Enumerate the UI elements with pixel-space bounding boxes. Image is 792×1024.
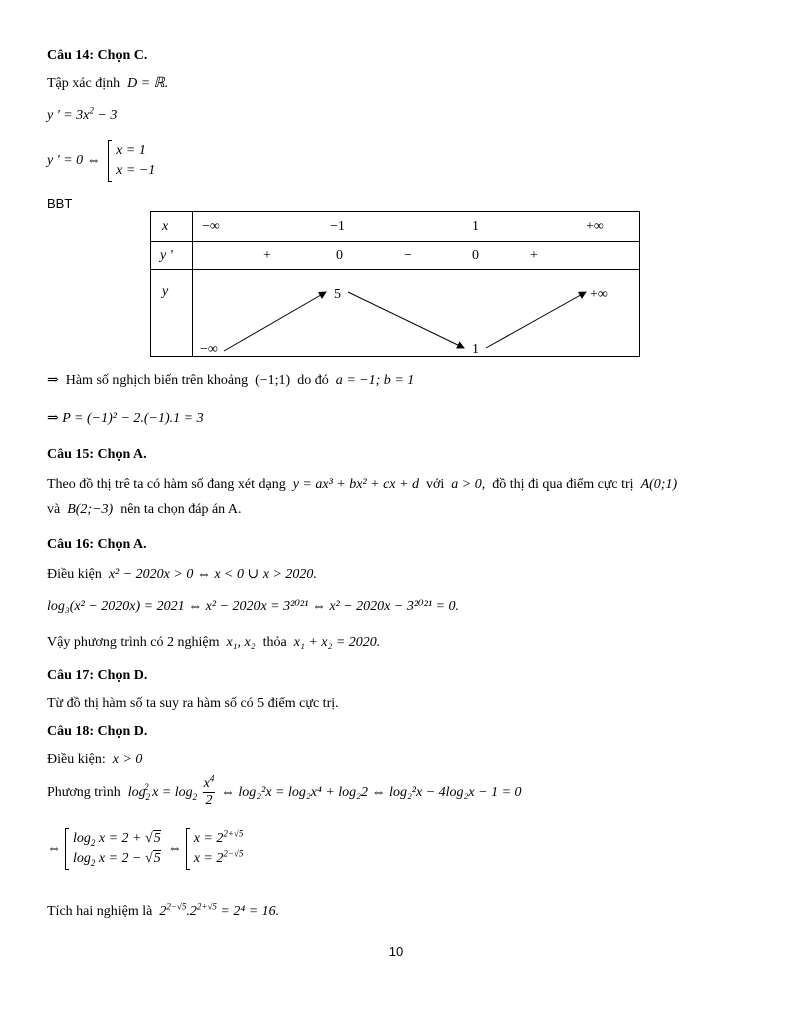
q14-domain: Tập xác định D = ℝ. [47, 76, 169, 91]
page-number: 10 [388, 944, 404, 959]
q18-log-bracket [65, 828, 161, 870]
q15-heading: Câu 15: Chọn A. [47, 447, 147, 462]
q18-equation: Phương trình $\log_2^2 x = \log_2$ $\frac{x^4}{2}$ ⇔ log₂²x = log₂x⁴ + log₂2 ⇔ log₂²x − 4log₂x − 1 = 0 [47, 773, 522, 809]
q15-line2: và B(2;−3) nên ta chọn đáp án A. [47, 502, 242, 517]
x-val: 1 [472, 219, 479, 234]
variation-arrows [150, 211, 640, 357]
q14-roots: y ' = 0 ⇔ x = 1 x = −1 [47, 140, 155, 182]
x-val: −∞ [202, 219, 220, 234]
q18-x-bracket [186, 828, 244, 870]
increase-arrow [224, 292, 326, 351]
y-val: 5 [334, 287, 341, 302]
sign: 0 [472, 248, 479, 263]
sign: + [263, 248, 271, 263]
q18-fraction: $\frac{x^4}{2}$ [203, 773, 215, 809]
x-val: −1 [330, 219, 345, 234]
q18-eq-left: $\log_2^2 x = \log_2$ [127, 782, 198, 802]
q16-heading: Câu 16: Chọn A. [47, 537, 147, 552]
q18-x-case: $x = 2^{2-√5}$ [193, 848, 244, 866]
row-label-x: x [162, 219, 169, 234]
q14-roots-bracket: x = 1 x = −1 [108, 140, 155, 182]
y-val: −∞ [200, 342, 218, 357]
increase-arrow [486, 292, 586, 348]
q18-log-case: $\log_2 x = 2 + √5$ [73, 831, 161, 848]
decrease-arrow [348, 292, 464, 348]
q18-log-case: $\log_2 x = 2 - √5$ [73, 851, 161, 868]
variation-table [150, 211, 640, 357]
q17-text: Từ đồ thị hàm số ta suy ra hàm số có 5 điểm cực trị. [47, 696, 339, 711]
q18-product: Tích hai nghiệm là $2^{2-√5}.2^{2+√5} = 2^4 = 16$. [47, 901, 280, 919]
q18-x-case: $x = 2^{2+√5}$ [193, 828, 244, 846]
q18-heading: Câu 18: Chọn D. [47, 724, 148, 739]
sign: − [404, 248, 412, 263]
y-val: 1 [472, 342, 479, 357]
q14-p-value: ⇒ P = (−1)² − 2.(−1).1 = 3 [47, 411, 204, 426]
q18-condition: Điều kiện: x > 0 [47, 752, 143, 767]
q14-heading: Câu 14: Chọn C. [47, 48, 148, 63]
q17-heading: Câu 17: Chọn D. [47, 668, 148, 683]
q15-line1: Theo đồ thị trê ta có hàm số đang xét dạng y = ax³ + bx² + cx + d với a > 0, đồ thị đi qua điểm cực trị A(0;1) [47, 477, 678, 492]
q16-condition: Điều kiện x² − 2020x > 0 ⇔ x < 0 ∪ x > 2020. [47, 567, 317, 582]
q18-cases: ⇔ $\log_2 x = 2 + √5$ $\log_2 x = 2 - √5$ ⇔ $x = 2^{2+√5}$ $x = 2^{2-√5}$ [47, 828, 243, 870]
row-label-yprime: y ' [160, 248, 173, 263]
y-val: +∞ [590, 287, 608, 302]
q16-log-equation: log₃(x² − 2020x) = 2021 ⇔ x² − 2020x = 3²⁰²¹ ⇔ x² − 2020x − 3²⁰²¹ = 0. [47, 599, 459, 614]
q16-conclusion: Vậy phương trình có 2 nghiệm x₁, x₂ thỏa x₁ + x₂ = 2020. [47, 635, 381, 650]
q14-conclusion: ⇒ Hàm số nghịch biến trên khoảng (−1;1) do đó a = −1; b = 1 [47, 373, 415, 388]
q14-derivative: y ' = $3x^2 - 3$ [47, 105, 118, 123]
sign: 0 [336, 248, 343, 263]
sign: + [530, 248, 538, 263]
q14-bbt-label: BBT [47, 196, 73, 211]
row-label-y: y [162, 284, 169, 299]
q18-product-terms: $2^{2-√5}.2^{2+√5}$ [159, 901, 217, 919]
x-val: +∞ [586, 219, 604, 234]
